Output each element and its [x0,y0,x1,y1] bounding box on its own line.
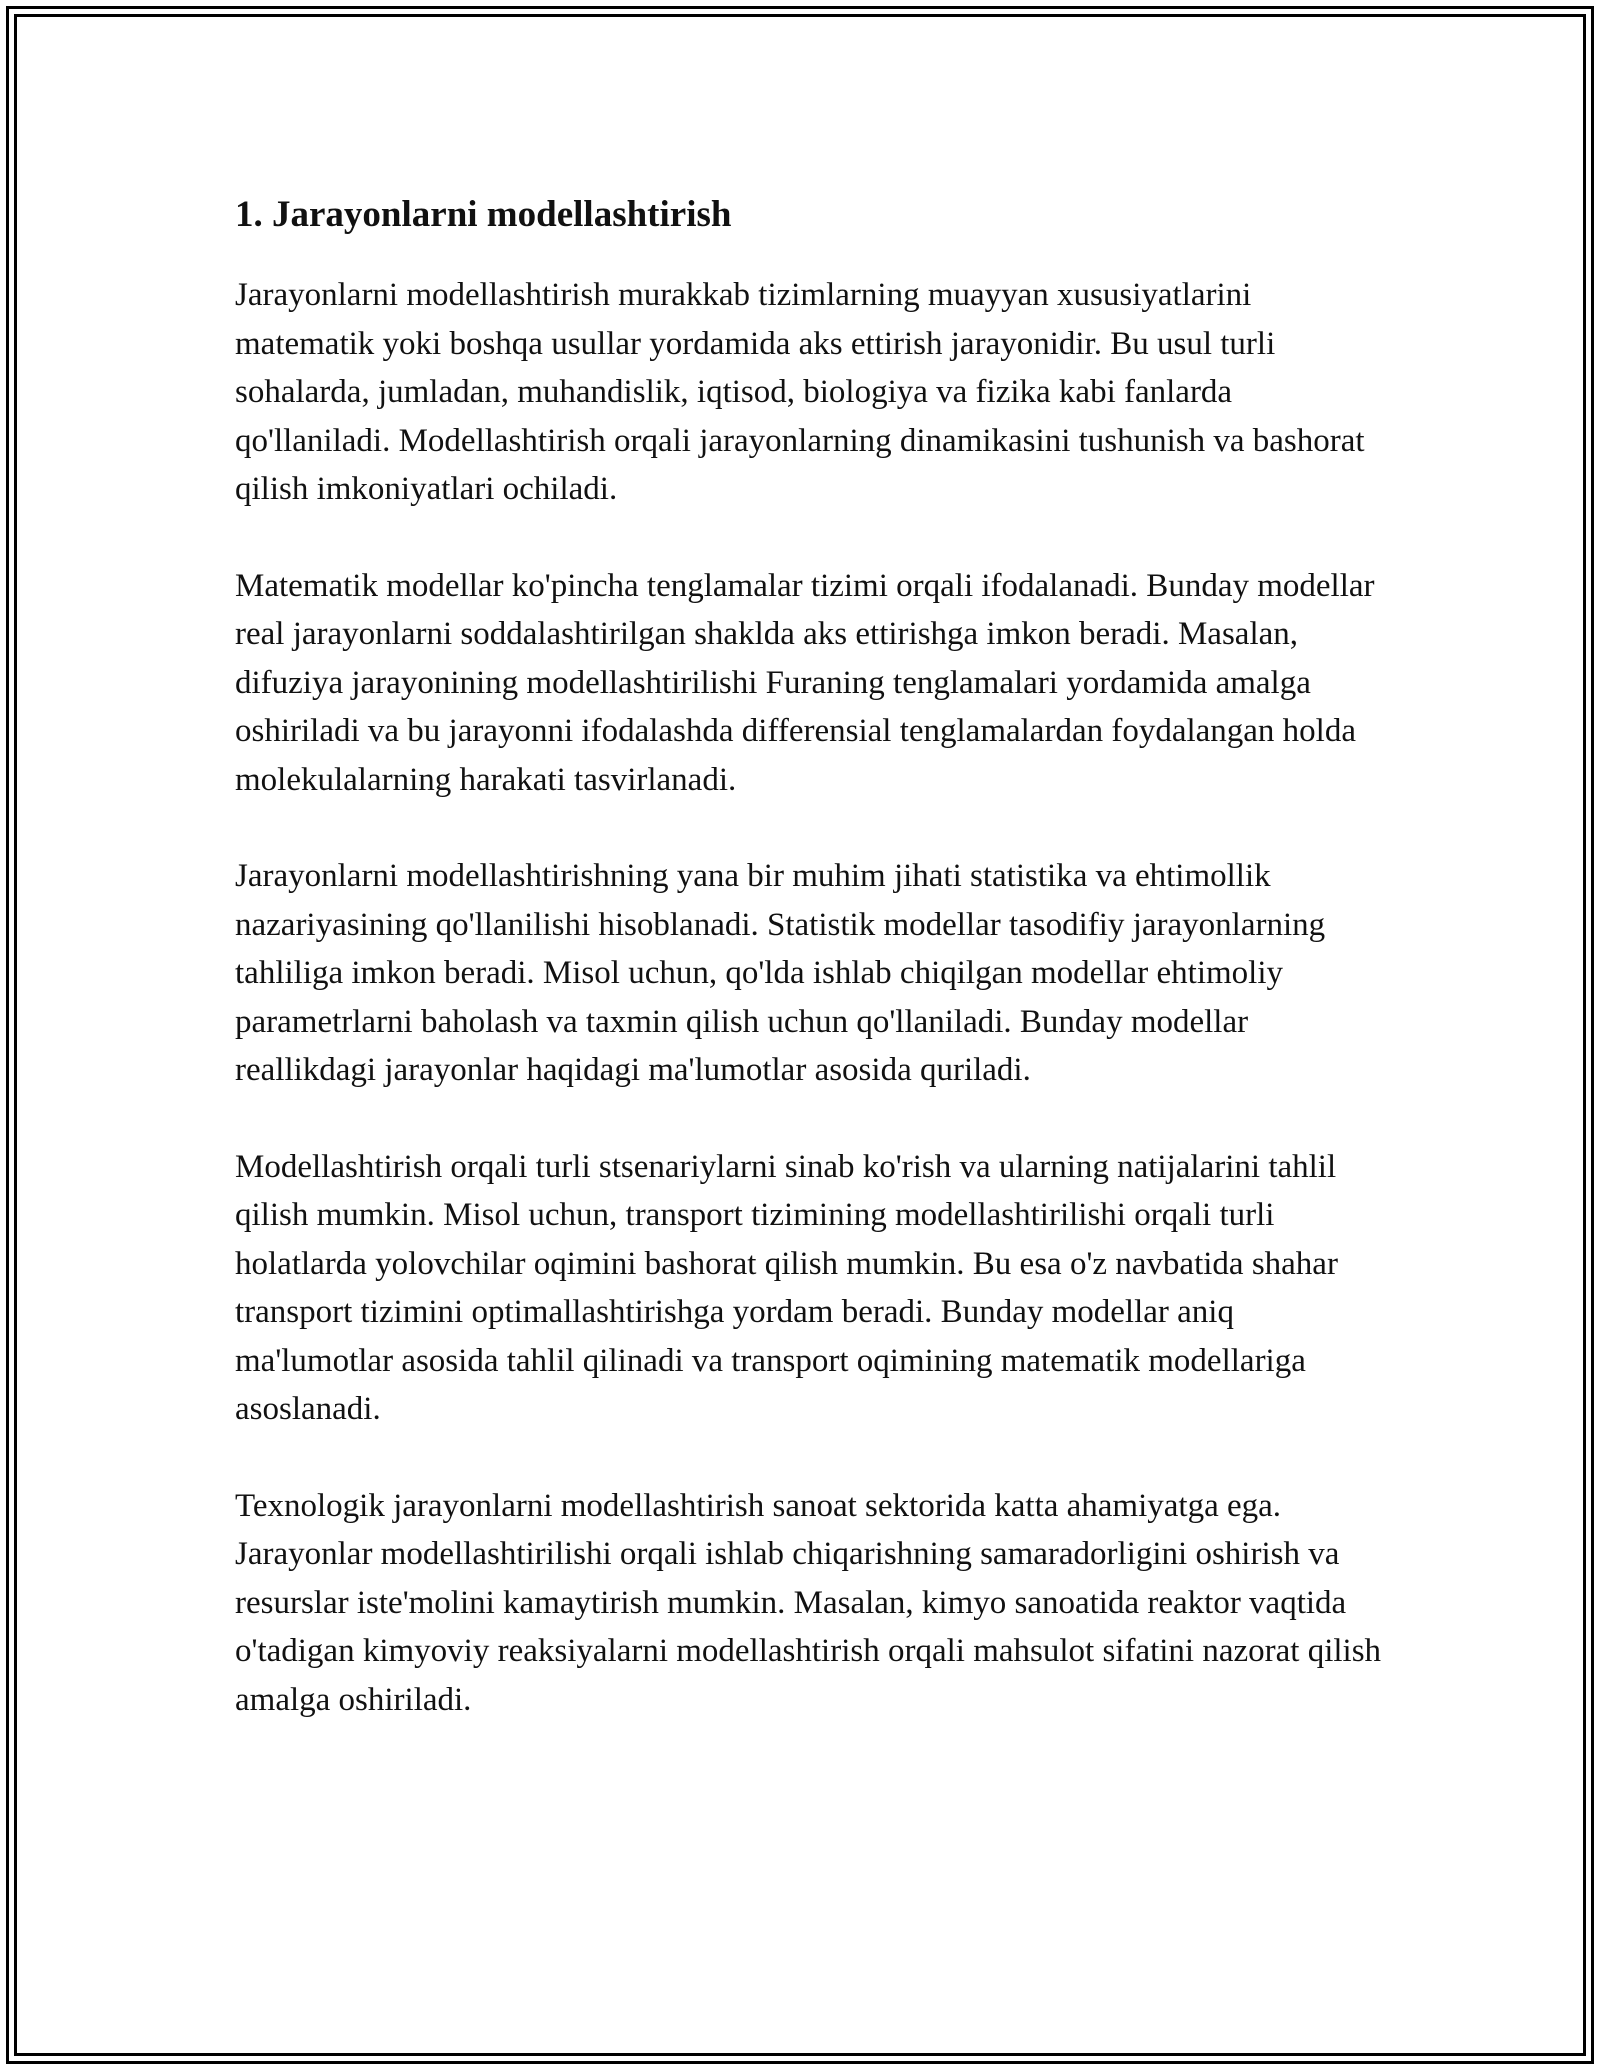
paragraph-4: Modellashtirish orqali turli stsenariylarni sinab ko'rish va ularning natijalarini tahlil qilish mumkin. Misol uchun, transport tizimining modellashtirilishi orqali turli holatlarda yolovchilar oqimini bashorat qilish mumkin. Bu esa o'z navbatida shahar transport tizimini optimallashtirishga yordam beradi. Bunday modellar aniq ma'lumotlar asosida tahlil qilinadi va transport oqimining matematik modellariga asoslanadi. [235,1148,1338,1427]
section-heading: 1. Jarayonlarni modellashtirish [235,194,732,235]
document-body [235,188,1385,1772]
paragraph-1: Jarayonlarni modellashtirish murakkab tizimlarning muayyan xususiyatlarini matematik yoki boshqa usullar yordamida aks ettirish jarayonidir. Bu usul turli sohalarda, jumladan, muhandislik, iqtisod, biologiya va fizika kabi fanlarda qo'llaniladi. Modellashtirish orqali jarayonlarning dinamikasini tushunish va bashorat qilish imkoniyatlari ochiladi. [235,277,1365,507]
paragraph-5: Texnologik jarayonlarni modellashtirish sanoat sektorida katta ahamiyatga ega. Jarayonlar modellashtirilishi orqali ishlab chiqarishning samaradorligini oshirish va resurslar iste'molini kamaytirish mumkin. Masalan, kimyo sanoatida reaktor vaqtida o'tadigan kimyoviy reaksiyalarni modellashtirish orqali mahsulot sifatini nazorat qilish amalga oshiriladi. [235,1487,1382,1718]
paragraph-2: Matematik modellar ko'pincha tenglamalar tizimi orqali ifodalanadi. Bunday modellar real jarayonlarni soddalashtirilgan shaklda aks ettirishga imkon beradi. Masalan, difuziya jarayonining modellashtirilishi Furaning tenglamalari yordamida amalga oshiriladi va bu jarayonni ifodalashda differensial tenglamalardan foydalangan holda molekulalarning harakati tasvirlanadi. [235,567,1375,798]
paragraph-3: Jarayonlarni modellashtirishning yana bir muhim jihati statistika va ehtimollik nazariyasining qo'llanilishi hisoblanadi. Statistik modellar tasodifiy jarayonlarning tahliliga imkon beradi. Misol uchun, qo'lda ishlab chiqilgan modellar ehtimoliy parametrlarni baholash va taxmin qilish uchun qo'llaniladi. Bunday modellar reallikdagi jarayonlar haqidagi ma'lumotlar asosida quriladi. [235,858,1326,1088]
